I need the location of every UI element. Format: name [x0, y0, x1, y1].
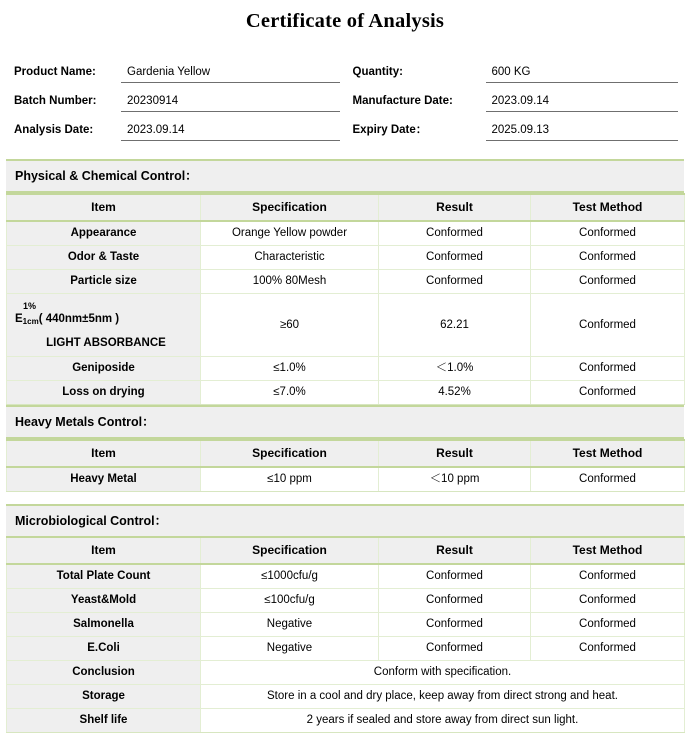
field-label-batch-number: Batch Number:: [14, 95, 97, 107]
field-value-product-name[interactable]: Gardenia Yellow: [121, 64, 340, 83]
cell-test-method: Conformed: [531, 221, 685, 246]
column-header-result: Result: [379, 194, 531, 221]
section-physical-chemical-control: [6, 159, 684, 405]
cell-test-method: Conformed: [531, 564, 685, 589]
table-row: [7, 381, 685, 405]
column-header-specification: Specification: [201, 537, 379, 564]
table-row: [7, 357, 685, 381]
absorbance-caption: LIGHT ABSORBANCE: [46, 336, 166, 349]
table-header-row: [7, 194, 685, 221]
cell-specification: ≤1.0%: [201, 357, 379, 381]
cell-result: ＜10 ppm: [379, 467, 531, 492]
section-microbiological-control: [6, 504, 684, 733]
table-row: [7, 270, 685, 294]
field-analysis-date: [14, 112, 340, 141]
field-value-analysis-date[interactable]: 2023.09.14: [121, 122, 340, 141]
cell-item-storage: Storage: [7, 685, 201, 709]
cell-result: Conformed: [379, 246, 531, 270]
cell-item: Yeast&Mold: [7, 589, 201, 613]
cell-specification: ≤1000cfu/g: [201, 564, 379, 589]
cell-item: Appearance: [7, 221, 201, 246]
field-value-batch-number[interactable]: 20230914: [121, 93, 340, 112]
table-row-light-absorbance: [7, 294, 685, 357]
column-header-item: Item: [7, 194, 201, 221]
cell-result: Conformed: [379, 221, 531, 246]
table-header-row: [7, 537, 685, 564]
cell-specification: Characteristic: [201, 246, 379, 270]
cell-item: Salmonella: [7, 613, 201, 637]
field-value-quantity[interactable]: 600 KG: [486, 64, 679, 83]
field-label-quantity: Quantity:: [352, 66, 403, 78]
section-heading-microbiological: Microbiological Control：: [6, 504, 684, 536]
table-row: [7, 564, 685, 589]
cell-result: ＜1.0%: [379, 357, 531, 381]
field-product-name: [14, 54, 340, 83]
header-fields: [0, 54, 690, 141]
cell-test-method: Conformed: [531, 246, 685, 270]
table-row: [7, 221, 685, 246]
table-physical-chemical: [6, 193, 685, 405]
absorbance-superscript: 1%: [23, 300, 37, 311]
cell-specification: ≤100cfu/g: [201, 589, 379, 613]
cell-item: Particle size: [7, 270, 201, 294]
cell-specification: 100% 80Mesh: [201, 270, 379, 294]
cell-item-shelf-life: Shelf life: [7, 709, 201, 733]
table-microbiological: [6, 536, 685, 733]
absorbance-subscript: 1cm: [22, 316, 39, 326]
column-header-test-method: Test Method: [531, 537, 685, 564]
cell-result: Conformed: [379, 564, 531, 589]
cell-result: Conformed: [379, 613, 531, 637]
absorbance-wavelength: ( 440nm±5nm ): [38, 312, 120, 325]
cell-test-method: Conformed: [531, 381, 685, 405]
cell-conclusion-text: Conform with specification.: [201, 661, 685, 685]
section-heading-physical-chemical: Physical & Chemical Control：: [6, 159, 684, 193]
field-manufacture-date: [353, 83, 679, 112]
table-row: [7, 467, 685, 492]
cell-test-method: Conformed: [531, 294, 685, 357]
column-header-result: Result: [379, 537, 531, 564]
section-heavy-metals-control: [6, 405, 684, 492]
cell-specification: ≤10 ppm: [201, 467, 379, 492]
cell-item-conclusion: Conclusion: [7, 661, 201, 685]
cell-item: Odor & Taste: [7, 246, 201, 270]
cell-result: 62.21: [379, 294, 531, 357]
cell-item: Loss on drying: [7, 381, 201, 405]
column-header-item: Item: [7, 440, 201, 467]
field-label-product-name: Product Name:: [14, 66, 96, 78]
cell-item-light-absorbance: [7, 294, 201, 357]
table-row-storage: [7, 685, 685, 709]
cell-item: Geniposide: [7, 357, 201, 381]
field-label-analysis-date: Analysis Date:: [14, 124, 94, 136]
table-row: [7, 637, 685, 661]
cell-test-method: Conformed: [531, 270, 685, 294]
field-label-manufacture-date: Manufacture Date:: [352, 95, 453, 107]
field-value-expiry-date[interactable]: 2025.09.13: [486, 122, 679, 141]
cell-specification: Negative: [201, 637, 379, 661]
column-header-item: Item: [7, 537, 201, 564]
column-header-test-method: Test Method: [531, 194, 685, 221]
cell-result: Conformed: [379, 637, 531, 661]
cell-storage-text: Store in a cool and dry place, keep away from direct strong and heat.: [201, 685, 685, 709]
cell-test-method: Conformed: [531, 589, 685, 613]
table-row-conclusion: [7, 661, 685, 685]
column-header-test-method: Test Method: [531, 440, 685, 467]
cell-test-method: Conformed: [531, 637, 685, 661]
cell-result: Conformed: [379, 270, 531, 294]
cell-specification: Orange Yellow powder: [201, 221, 379, 246]
table-row: [7, 613, 685, 637]
table-row-shelf-life: [7, 709, 685, 733]
column-header-result: Result: [379, 440, 531, 467]
absorbance-symbol: E: [15, 312, 23, 325]
table-heavy-metals: [6, 439, 685, 492]
field-quantity: [353, 54, 679, 83]
cell-result: Conformed: [379, 589, 531, 613]
section-heading-heavy-metals: Heavy Metals Control：: [6, 405, 684, 439]
cell-test-method: Conformed: [531, 467, 685, 492]
table-row: [7, 589, 685, 613]
column-header-specification: Specification: [201, 440, 379, 467]
table-header-row: [7, 440, 685, 467]
cell-item: Total Plate Count: [7, 564, 201, 589]
cell-result: 4.52%: [379, 381, 531, 405]
cell-specification: Negative: [201, 613, 379, 637]
cell-test-method: Conformed: [531, 357, 685, 381]
header-fields-right-column: [340, 54, 679, 141]
table-row: [7, 246, 685, 270]
field-label-expiry-date: Expiry Date：: [352, 124, 428, 136]
field-expiry-date: [353, 112, 679, 141]
cell-shelf-life-text: 2 years if sealed and store away from direct sun light.: [201, 709, 685, 733]
cell-item: E.Coli: [7, 637, 201, 661]
cell-specification: ≤7.0%: [201, 381, 379, 405]
header-fields-left-column: [14, 54, 340, 141]
cell-specification: ≥60: [201, 294, 379, 357]
column-header-specification: Specification: [201, 194, 379, 221]
field-batch-number: [14, 83, 340, 112]
page-title: Certificate of Analysis: [245, 10, 445, 32]
cell-test-method: Conformed: [531, 613, 685, 637]
field-value-manufacture-date[interactable]: 2023.09.14: [486, 93, 679, 112]
absorbance-formula: [15, 312, 197, 329]
cell-item: Heavy Metal: [7, 467, 201, 492]
